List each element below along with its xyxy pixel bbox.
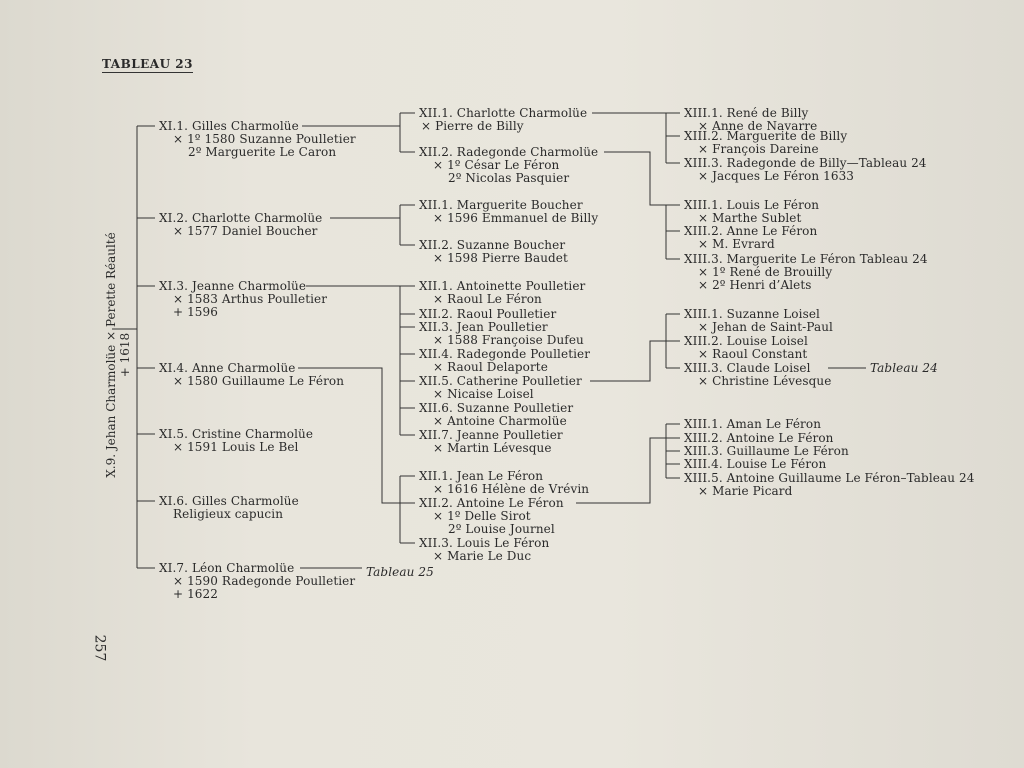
entry-name: XIII.2. Marguerite de Billy [684,129,848,143]
entry-xi-7 [159,562,355,601]
marriage-line: × 1590 Radegonde Poulletier [173,574,356,588]
entry-name: XII.4. Radegonde Poulletier [419,347,591,361]
entry-xii-jeanne [419,429,563,455]
entry-xi-1 [159,120,356,159]
entry-xiii-claude-loisel [684,362,831,388]
entry-name: XII.2. Antoine Le Féron [419,496,564,510]
marriage-line: × Raoul Constant [698,347,808,361]
tableau-ref-xi-7: Tableau 25 [366,565,434,579]
entry-xii-charlotte [419,107,587,133]
entry-xiii-louise-loisel [684,335,808,361]
marriage-line: × 1596 Emmanuel de Billy [433,211,599,225]
entry-xi-4 [159,362,344,388]
death-line: + 1596 [173,305,219,319]
entry-name: XI.1. Gilles Charmolüe [159,119,299,133]
entry-xiii-marguerite-le-feron [684,253,928,292]
entry-xii-suzanne-boucher [419,239,568,265]
entry-name: XIII.1. Suzanne Loisel [684,307,820,321]
marriage-line: 2º Marguerite Le Caron [188,145,337,159]
entry-name: XIII.2. Anne Le Féron [684,224,818,238]
marriage-line: × Pierre de Billy [421,119,524,133]
note-line: Religieux capucin [173,507,284,521]
marriage-line: 2º Nicolas Pasquier [448,171,570,185]
marriage-line: × 1583 Arthus Poulletier [173,292,328,306]
entry-name: XIII.3. Marguerite Le Féron Tableau 24 [684,252,928,266]
marriage-line: × Jacques Le Féron 1633 [698,169,855,183]
marriage-line: × Marie Le Duc [433,549,532,563]
entry-name: XII.1. Marguerite Boucher [419,198,583,212]
entry-xiii-louise-le-feron [684,458,826,471]
entry-xi-6 [159,495,299,521]
entry-xiii-radegonde-de-billy [684,157,927,183]
entry-xii-jean [419,321,584,347]
marriage-line: × 1577 Daniel Boucher [173,224,318,238]
marriage-line: × 1º Delle Sirot [433,509,531,523]
entry-xi-2 [159,212,322,238]
entry-name: XII.2. Raoul Poulletier [419,307,557,321]
entry-name: XII.6. Suzanne Poulletier [419,401,574,415]
entry-name: XIII.3. Claude Loisel [684,361,811,375]
entry-name: XI.2. Charlotte Charmolüe [159,211,323,225]
entry-xi-5 [159,428,313,454]
entry-name: XII.1. Jean Le Féron [419,469,544,483]
marriage-line: × 1º César Le Féron [433,158,560,172]
entry-xiii-anne-le-feron [684,225,817,251]
entry-name: XI.3. Jeanne Charmolüe [159,279,307,293]
marriage-line: × 1588 Françoise Dufeu [433,333,584,347]
tableau-ref-claude-loisel: Tableau 24 [870,361,938,375]
entry-xiii-marguerite-de-billy [684,130,847,156]
entry-name: XIII.1. Louis Le Féron [684,198,820,212]
entry-xii-antoinette [419,280,585,306]
root-death: + 1618 [118,332,132,378]
entry-xiii-aman-le-feron [684,418,821,431]
entry-name: XIII.3. Guillaume Le Féron [684,444,849,458]
marriage-line: × Marthe Sublet [698,211,802,225]
entry-name: XII.1. Antoinette Poulletier [419,279,586,293]
table-title: TABLEAU 23 [102,57,193,71]
marriage-line: 2º Louise Journel [448,522,555,536]
entry-name: XIII.1. René de Billy [684,106,809,120]
marriage-line: × Martin Lévesque [433,441,552,455]
marriage-line: × Jehan de Saint-Paul [698,320,833,334]
entry-name: XII.2. Suzanne Boucher [419,238,566,252]
entry-name: XI.5. Cristine Charmolüe [159,427,314,441]
marriage-line: × Raoul Delaporte [433,360,548,374]
entry-xii-marguerite [419,199,598,225]
entry-xiii-antoine-guillaume-le-feron [684,472,974,498]
entry-name: XII.7. Jeanne Poulletier [419,428,563,442]
entry-name: XI.6. Gilles Charmolüe [159,494,299,508]
marriage-line: × 1616 Hélène de Vrévin [433,482,590,496]
marriage-line: × 1580 Guillaume Le Féron [173,374,345,388]
entry-name: XIII.2. Louise Loisel [684,334,808,348]
marriage-line: × Christine Lévesque [698,374,832,388]
marriage-line: × 1º René de Brouilly [698,265,833,279]
entry-xii-suzanne-p [419,402,573,428]
marriage-line: × 1591 Louis Le Bel [173,440,299,454]
entry-xii-jean-le-feron [419,470,589,496]
entry-name: XIII.4. Louise Le Féron [684,457,827,471]
marriage-line: × 1º 1580 Suzanne Poulletier [173,132,356,146]
entry-xii-catherine [419,375,582,401]
entry-name: XII.1. Charlotte Charmolüe [419,106,588,120]
entry-xii-louis-le-feron [419,537,549,563]
entry-xii-radegonde-p [419,348,590,374]
marriage-line: × Nicaise Loisel [433,387,534,401]
entry-name: XIII.5. Antoine Guillaume Le Féron–Tableau 24 [684,471,975,485]
page-number: 257 [91,634,108,662]
entry-xiii-louis-le-feron [684,199,819,225]
root-name: X.9. Jehan Charmolüe × Perette Réaulté [104,232,118,478]
entry-name: XII.5. Catherine Poulletier [419,374,582,388]
entry-xii-antoine-le-feron [419,497,564,536]
entry-name: XIII.1. Aman Le Féron [684,417,822,431]
entry-name: XI.7. Léon Charmolüe [159,561,295,575]
marriage-line: × 1598 Pierre Baudet [433,251,568,265]
marriage-line: × Antoine Charmolüe [433,414,567,428]
entry-name: XIII.2. Antoine Le Féron [684,431,834,445]
entry-name: XII.3. Jean Poulletier [419,320,548,334]
marriage-line: × 2º Henri d’Alets [698,278,812,292]
death-line: + 1622 [173,587,219,601]
marriage-line: × Marie Picard [698,484,793,498]
marriage-line: × Raoul Le Féron [433,292,542,306]
entry-name: XI.4. Anne Charmolüe [159,361,296,375]
marriage-line: × François Dareine [698,142,819,156]
entry-name: XII.2. Radegonde Charmolüe [419,145,599,159]
entry-xiii-suzanne-loisel [684,308,833,334]
entry-xi-3 [159,280,327,319]
marriage-line: × M. Evrard [698,237,775,251]
entry-name: XIII.3. Radegonde de Billy—Tableau 24 [684,156,927,170]
marriage-line: × Anne de Navarre [698,119,818,133]
entry-xii-radegonde [419,146,598,185]
entry-name: XII.3. Louis Le Féron [419,536,550,550]
